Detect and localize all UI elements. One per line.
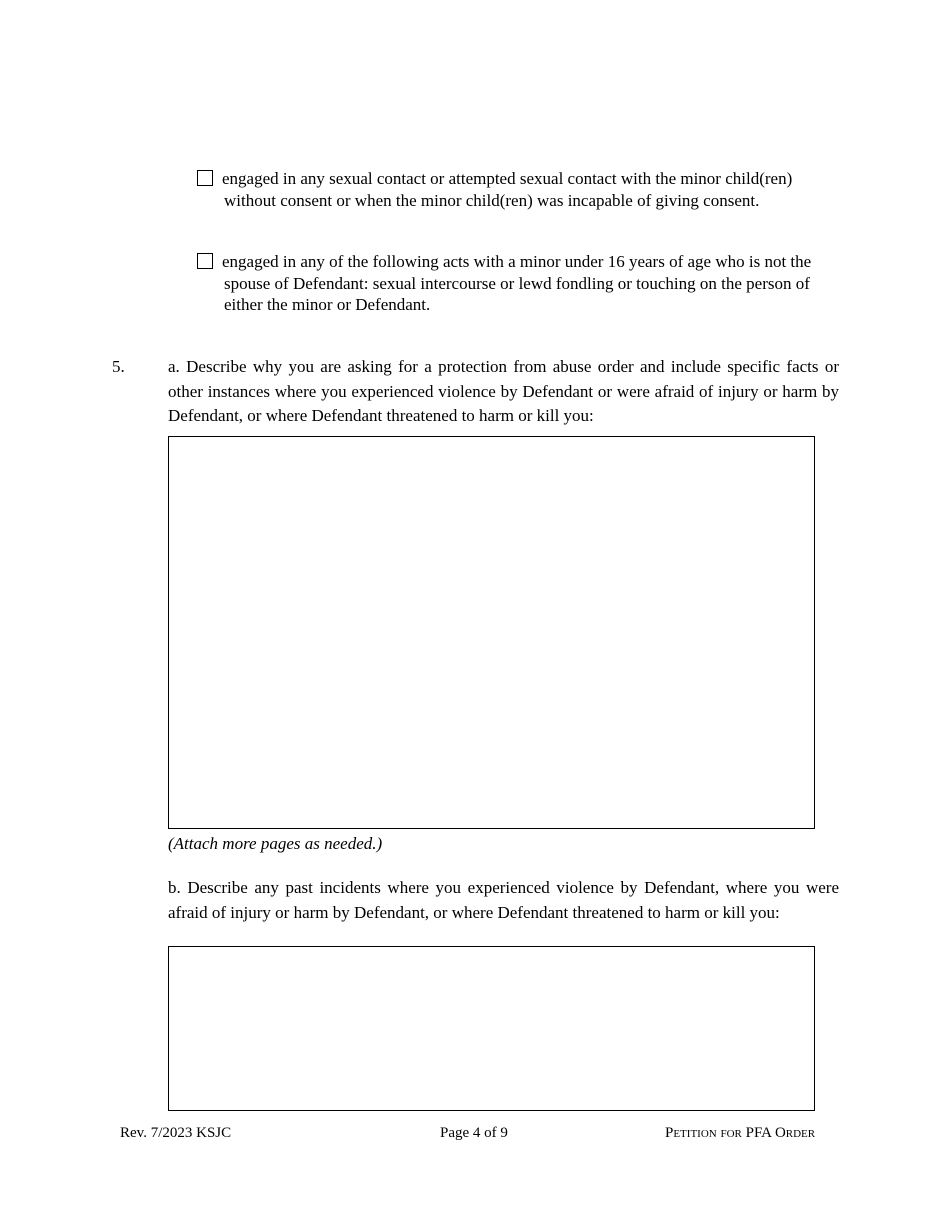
- part-b-prompt: b. Describe any past incidents where you experienced violence by Defendant, where you were afraid of injury or harm by Defendant, or where Defendant threatened to harm or kill you:: [168, 878, 839, 922]
- minor-under-16-text: engaged in any of the following acts with a minor under 16 years of age who is not the spouse of Defendant: sexual intercourse or lewd fondling or touching on the person of either the minor or Defendant.: [222, 252, 812, 314]
- sexual-contact-checkbox[interactable]: [197, 170, 213, 186]
- footer-revision: Rev. 7/2023 KSJC: [120, 1125, 232, 1141]
- part-b-answer-field[interactable]: [168, 946, 815, 1111]
- section-number: 5.: [112, 357, 125, 376]
- footer-page-number: Page 4 of 9: [440, 1125, 508, 1141]
- footer-form-title: Petition for PFA Order: [665, 1125, 816, 1141]
- part-a-prompt: a. Describe why you are asking for a protection from abuse order and include specific facts or other instances where you experienced violence by Defendant or were afraid of injury or harm by Defendant, or where Defendant threatened to harm or kill you:: [168, 357, 839, 425]
- minor-under-16-checkbox[interactable]: [197, 253, 213, 269]
- part-a-answer-field[interactable]: [168, 436, 815, 829]
- attach-pages-note: (Attach more pages as needed.): [168, 834, 383, 853]
- sexual-contact-text: engaged in any sexual contact or attempted sexual contact with the minor child(ren) without consent or when the minor child(ren) was incapable of giving consent.: [222, 169, 793, 210]
